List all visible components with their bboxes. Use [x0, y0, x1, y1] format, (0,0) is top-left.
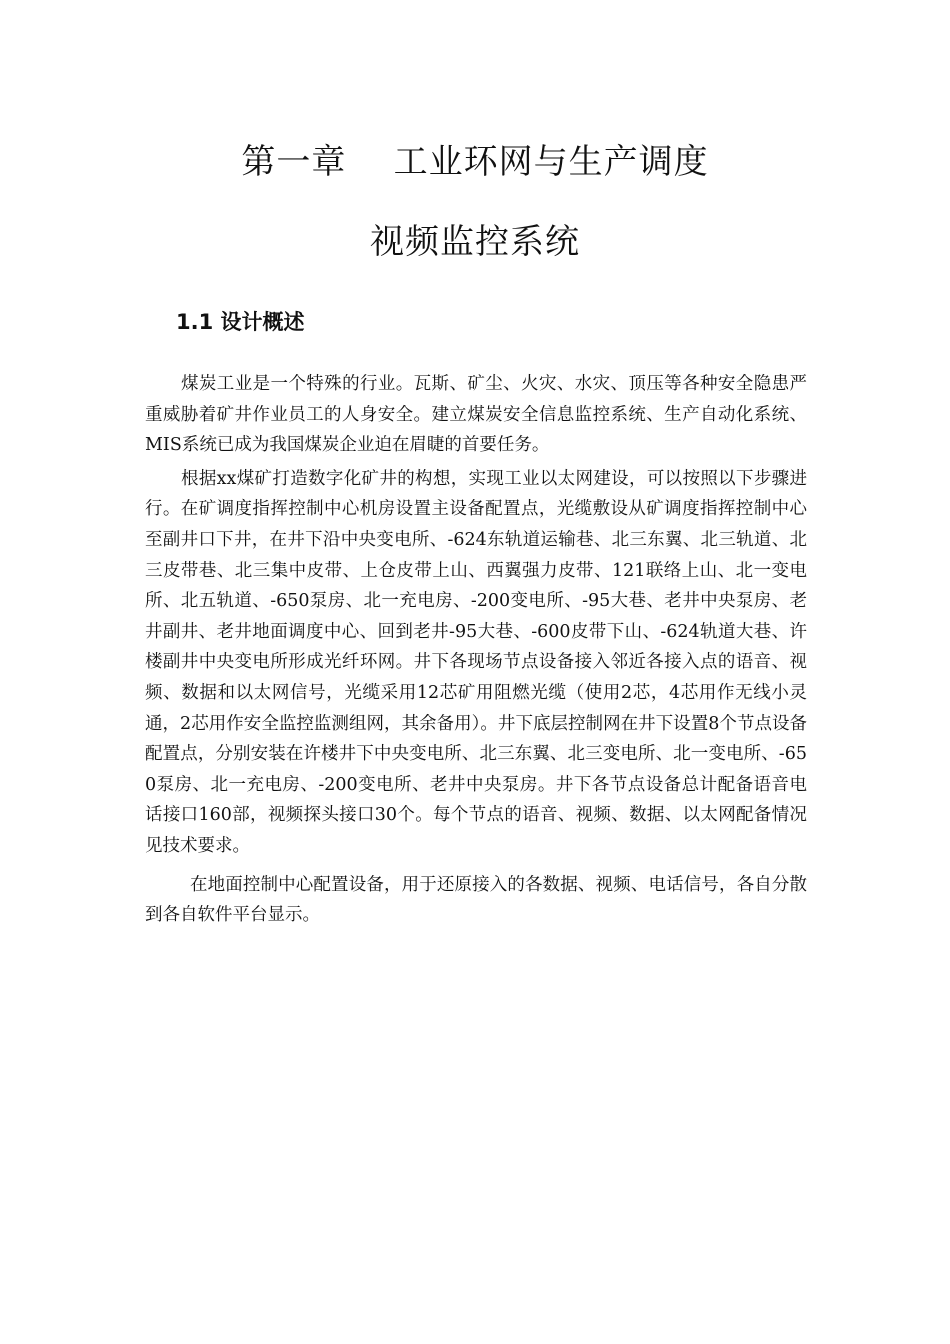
paragraph-3: 在地面控制中心配置设备，用于还原接入的各数据、视频、电话信号，各自分散到各自软件平台显示。 — [145, 874, 807, 926]
paragraph-2: 根据xx煤矿打造数字化矿井的构想，实现工业以太网建设，可以按照以下步骤进行。在矿调度指挥控制中心机房设置主设备配置点，光缆敷设从矿调度指挥控制中心至副井口下井，在井下沿中央变电所、-624东轨道运输巷、北三东翼、北三轨道、北三皮带巷、北三集中皮带、上仓皮带上山、西翼强力皮带、121联络上山、北一变电所、北五轨道、-650泵房、北一充电房、-200变电所、-95大巷、老井中央泵房、老井副井、老井地面调度中心、回到老井-95大巷、-600皮带下山、-624轨道大巷、许楼副井中央变电所形成光纤环网。井下各现场节点设备接入邻近各接入点的语音、视频、数据和以太网信号，光缆采用12芯矿用阻燃光缆（使用2芯，4芯用作无线小灵通，2芯用作安全监控监测组网，其余备用）。井下底层控制网在井下设置8个节点设备配置点，分别安装在许楼井下中央变电所、北三东翼、北三变电所、北一变电所、-650泵房、北一充电房、-200变电所、老井中央泵房。井下各节点设备总计配备语音电话接口160部，视频探头接口30个。每个节点的语音、视频、数据、以太网配备情况见技术要求。 — [145, 468, 807, 856]
body-text — [145, 369, 807, 931]
chapter-title-line-2: 视频监控系统 — [370, 222, 580, 262]
paragraph-1: 煤炭工业是一个特殊的行业。瓦斯、矿尘、火灾、水灾、顶压等各种安全隐患严重威胁着矿井作业员工的人身安全。建立煤炭安全信息监控系统、生产自动化系统、MIS系统已成为我国煤炭企业迫在眉睫的首要任务。 — [145, 374, 807, 456]
chapter-title-line-1: 第一章 工业环网与生产调度 — [241, 142, 709, 182]
section-heading: 1.1 设计概述 — [176, 310, 305, 334]
